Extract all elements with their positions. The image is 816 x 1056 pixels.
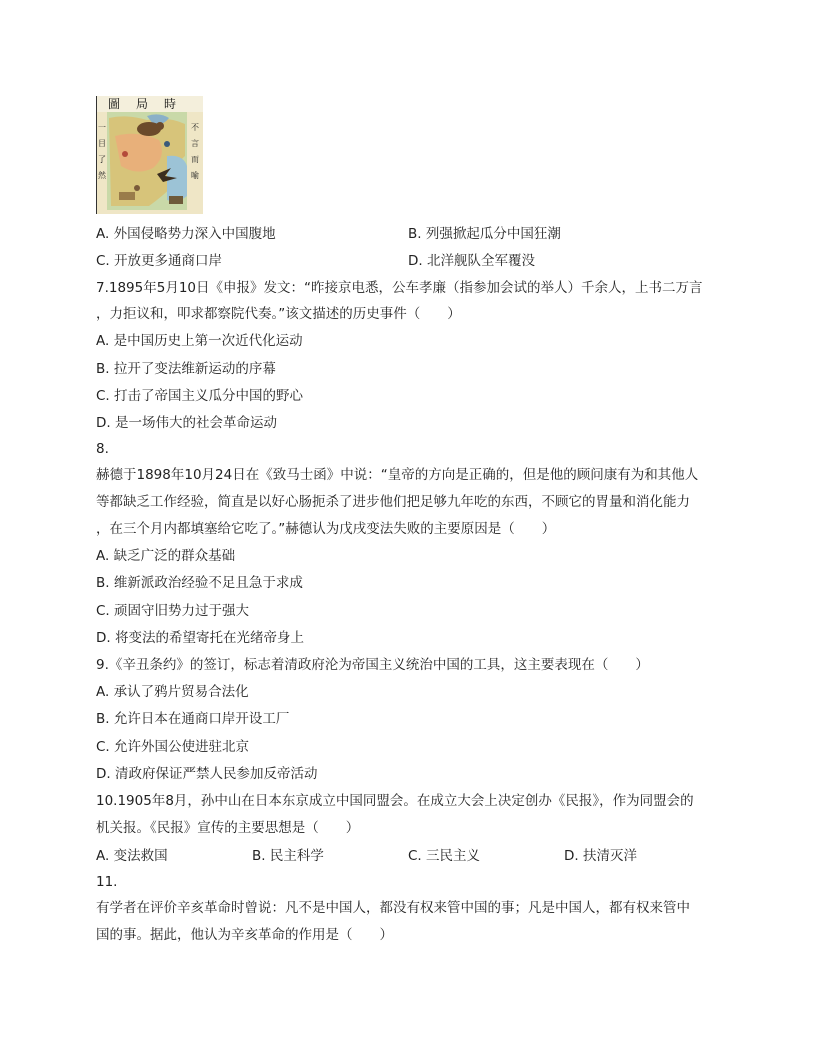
figure-left-caption: 一目了然 — [98, 123, 106, 180]
q11-number: 11. — [96, 874, 118, 890]
q10-stem-line-2: 机关报。《民报》宣传的主要思想是（ ） — [96, 820, 360, 836]
q7-option-a: A. 是中国历史上第一次近代化运动 — [96, 333, 303, 349]
q7-option-c: C. 打击了帝国主义瓜分中国的野心 — [96, 388, 304, 404]
q9-option-a: A. 承认了鸦片贸易合法化 — [96, 684, 249, 700]
shiju-tu-figure — [96, 96, 203, 214]
shiju-tu-image — [97, 96, 203, 214]
q9-stem: 9.《辛丑条约》的签订，标志着清政府沦为帝国主义统治中国的工具，这主要表现在（ ） — [96, 657, 649, 673]
q8-stem-line-1: 赫德于1898年10月24日在《致马士函》中说：“皇帝的方向是正确的，但是他的顾问康有为和其他人 — [96, 467, 699, 483]
q7-stem-line-2: ，力拒议和，叩求都察院代奏。”该文描述的历史事件（ ） — [96, 306, 461, 322]
q7-option-b: B. 拉开了变法维新运动的序幕 — [96, 361, 276, 377]
q10-option-b: B. 民主科学 — [252, 848, 324, 864]
q10-option-d: D. 扶清灭洋 — [564, 848, 637, 864]
q6-option-c: C. 开放更多通商口岸 — [96, 253, 223, 269]
q10-option-c: C. 三民主义 — [408, 848, 481, 864]
q11-stem-line-2: 国的事。据此，他认为辛亥革命的作用是（ ） — [96, 927, 393, 943]
q8-number: 8. — [96, 441, 109, 457]
figure-right-caption: 不言而喻 — [191, 123, 199, 180]
q8-stem-line-3: ，在三个月内都填塞给它吃了。”赫德认为戊戌变法失败的主要原因是（ ） — [96, 521, 556, 537]
q8-option-c: C. 顽固守旧势力过于强大 — [96, 603, 250, 619]
q9-option-d: D. 清政府保证严禁人民参加反帝活动 — [96, 766, 318, 782]
q11-stem-line-1: 有学者在评价辛亥革命时曾说：凡不是中国人，都没有权来管中国的事；凡是中国人，都有权来管中 — [96, 900, 690, 916]
q8-option-a: A. 缺乏广泛的群众基础 — [96, 548, 236, 564]
q9-option-c: C. 允许外国公使进驻北京 — [96, 739, 250, 755]
q6-option-a: A. 外国侵略势力深入中国腹地 — [96, 226, 276, 242]
q8-option-b: B. 维新派政治经验不足且急于求成 — [96, 575, 303, 591]
q7-stem-line-1: 7.1895年5月10日《申报》发文：“昨接京电悉，公车孝廉（指参加会试的举人）千余人，上书二万言 — [96, 280, 703, 296]
q6-option-d: D. 北洋舰队全军覆没 — [408, 253, 535, 269]
q6-option-b: B. 列强掀起瓜分中国狂潮 — [408, 226, 561, 242]
figure-title: 圖局時 — [107, 97, 192, 111]
q9-option-b: B. 允许日本在通商口岸开设工厂 — [96, 711, 290, 727]
q8-stem-line-2: 等都缺乏工作经验，简直是以好心肠扼杀了进步他们把足够九年吃的东西，不顾它的胃量和消化能力 — [96, 494, 690, 510]
q10-option-a: A. 变法救国 — [96, 848, 168, 864]
q10-stem-line-1: 10.1905年8月，孙中山在日本东京成立中国同盟会。在成立大会上决定创办《民报》，作为同盟会的 — [96, 793, 694, 809]
q7-option-d: D. 是一场伟大的社会革命运动 — [96, 415, 277, 431]
q8-option-d: D. 将变法的希望寄托在光绪帝身上 — [96, 630, 304, 646]
